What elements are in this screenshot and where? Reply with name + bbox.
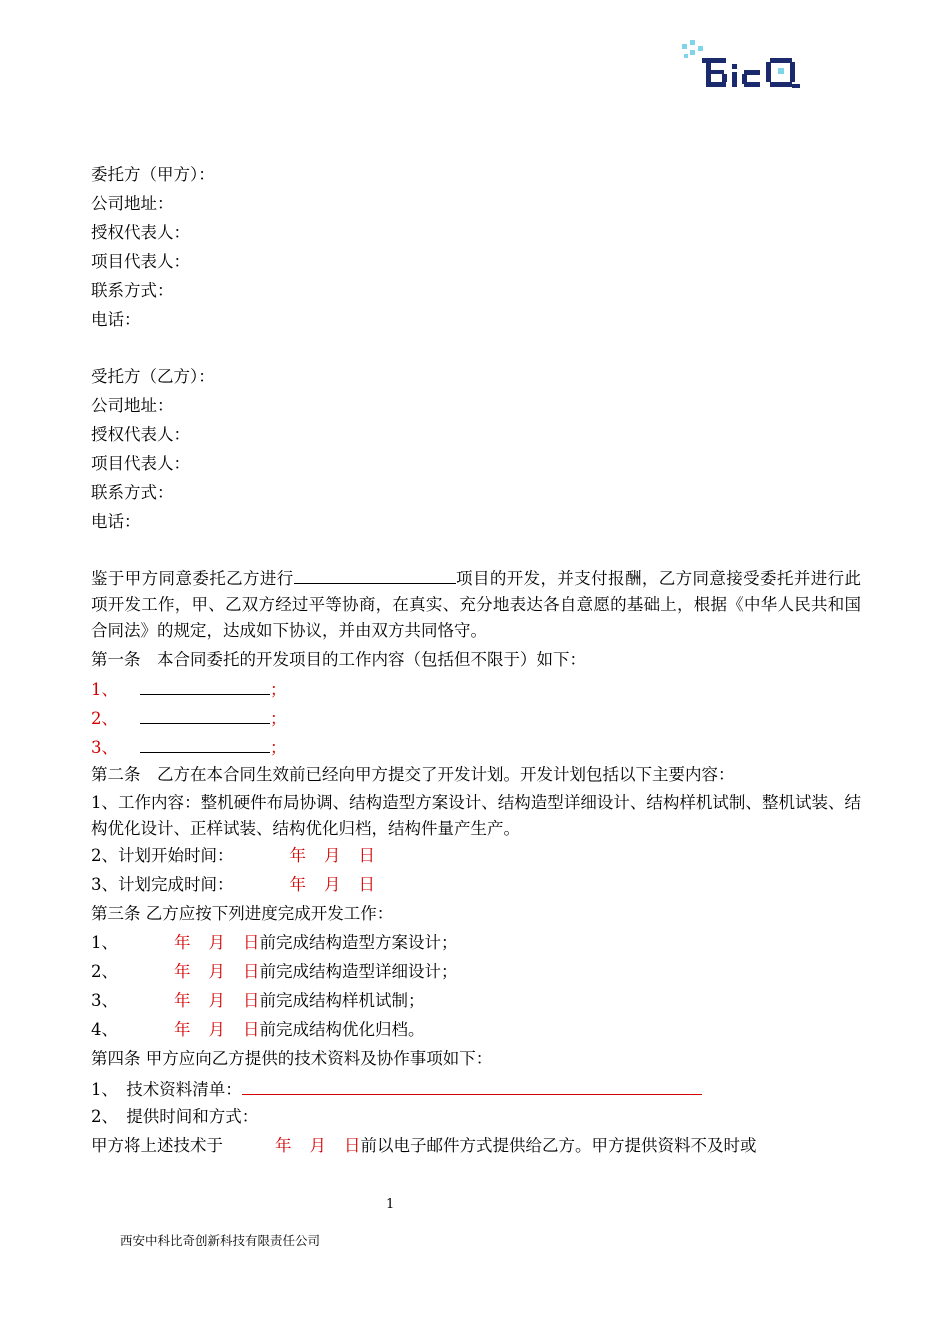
article4-item-2: 2、 提供时间和方式： xyxy=(91,1107,259,1126)
article1-item-blank[interactable] xyxy=(140,736,270,753)
item-text: 前完成结构优化归档。 xyxy=(259,1020,425,1039)
article2-title: 第二条 乙方在本合同生效前已经向甲方提交了开发计划。开发计划包括以下主要内容： xyxy=(91,765,735,784)
intro-paragraph xyxy=(91,566,861,644)
date-day: 日 xyxy=(243,991,260,1010)
article3-item-4 xyxy=(91,1020,425,1040)
intro-before-blank: 鉴于甲方同意委托乙方进行 xyxy=(91,569,294,588)
footer-company-name: 西安中科比奇创新科技有限责任公司 xyxy=(120,1233,321,1248)
date-day: 日 xyxy=(243,1020,260,1039)
item-text: 前完成结构样机试制； xyxy=(259,991,425,1010)
date-month: 月 xyxy=(208,991,225,1010)
article4-item-1 xyxy=(91,1078,702,1100)
party-b-title: 受托方（乙方）： xyxy=(91,367,215,386)
item-text: 前完成结构造型详细设计； xyxy=(259,962,458,981)
date-month: 月 xyxy=(208,962,225,981)
date-year: 年 xyxy=(174,991,191,1010)
article1-item-blank[interactable] xyxy=(140,707,270,724)
article1-item-3 xyxy=(91,736,287,758)
item-num: 4、 xyxy=(91,1020,118,1039)
party-b-contact: 联系方式： xyxy=(91,483,174,502)
date-year: 年 xyxy=(174,933,191,952)
article1-item-1 xyxy=(91,678,287,700)
article1-title: 第一条 本合同委托的开发项目的工作内容（包括但不限于）如下： xyxy=(91,650,586,669)
article1-item-suffix: ； xyxy=(270,738,287,757)
date-year: 年 xyxy=(174,1020,191,1039)
item-num: 1、 xyxy=(91,933,118,952)
last-before: 甲方将上述技术于 xyxy=(91,1136,223,1155)
date-year: 年 xyxy=(275,1136,292,1155)
article1-item-num: 3、 xyxy=(91,738,118,757)
start-time-label: 2、计划开始时间： xyxy=(91,846,234,865)
article1-item-suffix: ； xyxy=(270,709,287,728)
party-b-authorized-rep: 授权代表人： xyxy=(91,425,190,444)
date-day: 日 xyxy=(243,933,260,952)
article4-last-line xyxy=(91,1136,757,1156)
last-after: 前以电子邮件方式提供给乙方。甲方提供资料不及时或 xyxy=(360,1136,757,1155)
item-num: 3、 xyxy=(91,991,118,1010)
item-text: 前完成结构造型方案设计； xyxy=(259,933,458,952)
article1-item-suffix: ； xyxy=(270,680,287,699)
party-a-project-rep: 项目代表人： xyxy=(91,252,190,271)
party-a-title: 委托方（甲方）： xyxy=(91,165,215,184)
party-a-contact: 联系方式： xyxy=(91,281,174,300)
article4-title: 第四条 甲方应向乙方提供的技术资料及协作事项如下： xyxy=(91,1049,493,1068)
party-a-authorized-rep: 授权代表人： xyxy=(91,223,190,242)
party-b-phone: 电话： xyxy=(91,512,141,531)
date-year: 年 xyxy=(174,962,191,981)
intro-after-blank: 项目的开发，并支付报酬，乙方同意接受委托并进行此项开发工作，甲、乙双方经过平等协商，在真实、充分地表达各自意愿的基础上，根据《中华人民共和国合同法》的规定，达成如下协议，并由双方共同恪守。 xyxy=(91,569,862,640)
company-logo xyxy=(682,40,822,100)
party-a-phone: 电话： xyxy=(91,310,141,329)
page-number: 1 xyxy=(386,1197,395,1212)
tech-list-blank[interactable] xyxy=(242,1078,702,1095)
date-day: 日 xyxy=(358,846,375,865)
date-year: 年 xyxy=(289,846,306,865)
article3-item-3 xyxy=(91,991,425,1011)
party-a-address: 公司地址： xyxy=(91,194,174,213)
project-name-blank[interactable] xyxy=(294,567,456,584)
party-b-project-rep: 项目代表人： xyxy=(91,454,190,473)
bicq-logo-icon xyxy=(682,40,822,96)
date-year: 年 xyxy=(289,875,306,894)
article2-content: 1、工作内容：整机硬件布局协调、结构造型方案设计、结构造型详细设计、结构样机试制、整机试装、结构优化设计、正样试装、结构优化归档，结构件量产生产。 xyxy=(91,793,861,838)
article2-end-time xyxy=(91,875,375,895)
article1-item-num: 1、 xyxy=(91,680,118,699)
end-time-label: 3、计划完成时间： xyxy=(91,875,234,894)
tech-list-label: 1、 技术资料清单： xyxy=(91,1080,242,1099)
date-day: 日 xyxy=(243,962,260,981)
article3-item-2 xyxy=(91,962,458,982)
date-month: 月 xyxy=(324,875,341,894)
date-day: 日 xyxy=(358,875,375,894)
date-month: 月 xyxy=(208,1020,225,1039)
date-month: 月 xyxy=(208,933,225,952)
article2-start-time xyxy=(91,846,375,866)
article1-item-num: 2、 xyxy=(91,709,118,728)
item-num: 2、 xyxy=(91,962,118,981)
article1-item-blank[interactable] xyxy=(140,678,270,695)
article3-item-1 xyxy=(91,933,458,953)
date-month: 月 xyxy=(324,846,341,865)
party-b-address: 公司地址： xyxy=(91,396,174,415)
date-month: 月 xyxy=(309,1136,326,1155)
article3-title: 第三条 乙方应按下列进度完成开发工作： xyxy=(91,904,394,923)
date-day: 日 xyxy=(344,1136,361,1155)
article1-item-2 xyxy=(91,707,287,729)
